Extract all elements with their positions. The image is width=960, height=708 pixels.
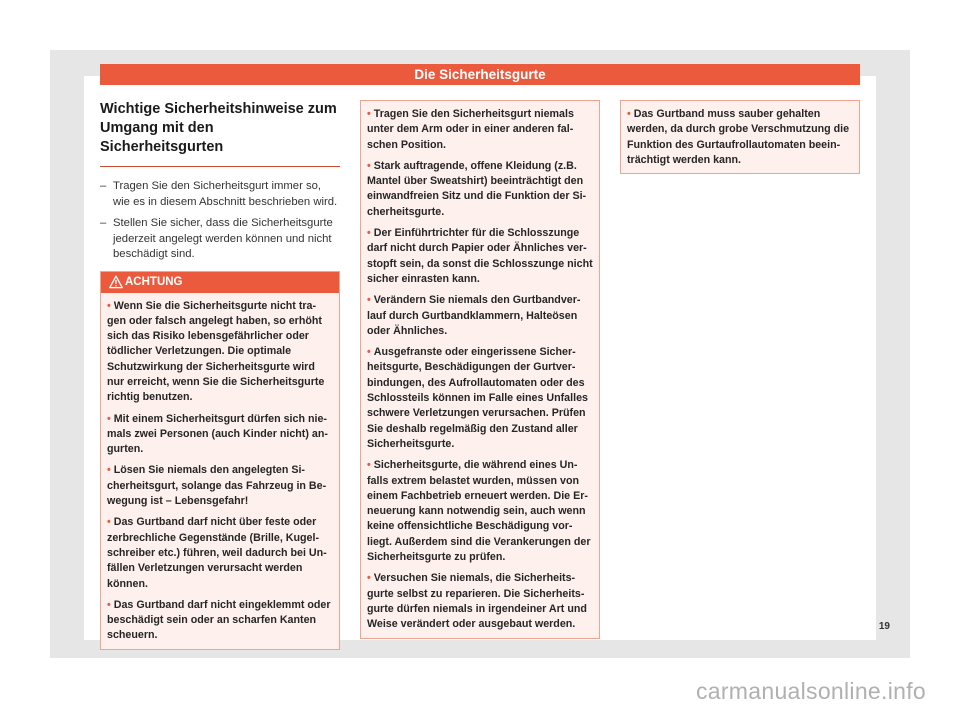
warning-box-continued (620, 100, 860, 174)
watermark: carmanualsonline.info (695, 678, 926, 704)
bullet-dot: • (367, 572, 371, 585)
warning-item (107, 463, 333, 509)
warning-item-text: Stark auftragende, offene Kleidung (z.B. Mantel über Sweatshirt) beeinträchtigt den einwandfreien Sitz und die Funktion der Si-cherheitsgurte. (367, 159, 587, 218)
bullet-dot: • (627, 108, 631, 120)
warning-item-text: Ausgefranste oder eingerissene Sicher-heitsgurte, Beschädigungen der Gurtver-bindungen, des Aufrollautomaten oder des Schlossteils können im Falle eines Unfalles schwere Verletzungen verursachen. Prüfen Sie deshalb regelmäßig den Zustand aller Sicherheitsgurte. (367, 346, 588, 450)
chapter-header: Die Sicherheitsgurte (100, 64, 860, 85)
bullet-dot: • (107, 516, 111, 529)
warning-body (361, 101, 599, 638)
bullet-dot: • (367, 294, 371, 307)
instruction-text: Tragen Sie den Sicherheitsgurt immer so, wie es in diesem Abschnitt beschrieben wird. (113, 180, 338, 208)
warning-item (107, 515, 333, 591)
warning-triangle-icon (109, 275, 123, 289)
warning-item (367, 159, 593, 220)
warning-item-text: Das Gurtband darf nicht über feste oder zerbrechliche Gegenstände (Brille, Kugel-schreiber etc.) führen, weil dadurch bei Un-fällen Verletzungen verursacht werden können. (107, 516, 327, 590)
warning-item (367, 107, 593, 153)
warning-item (367, 293, 593, 339)
warning-item-text: Tragen Sie den Sicherheitsgurt niemals unter dem Arm oder in einer anderen fal-schen Position. (367, 108, 574, 151)
warning-item-text: Das Gurtband muss sauber gehalten werden, da durch grobe Verschmutzung die Funktion des Gurtaufrollautomaten beein-trächtigt werden kann. (627, 108, 850, 166)
instruction-text: Stellen Sie sicher, dass die Sicherheitsgurte jederzeit angelegt werden können und nicht beschädigt sind. (113, 217, 333, 260)
warning-item (107, 299, 333, 406)
instruction-item (100, 179, 340, 210)
section-title-line-1: Wichtige Sicherheitshinweise zum (100, 101, 337, 117)
bullet-dot: • (367, 108, 371, 120)
title-divider (100, 166, 340, 167)
dash-marker: – (100, 180, 107, 192)
column-right (620, 100, 860, 174)
warning-item (367, 458, 593, 565)
warning-item (367, 226, 593, 287)
bullet-dot: • (367, 459, 371, 472)
bullet-dot: • (367, 227, 371, 240)
warning-item (107, 598, 333, 644)
warning-item (367, 571, 593, 632)
warning-body (621, 101, 859, 173)
section-title (100, 100, 340, 157)
warning-box-continued (360, 100, 600, 639)
bullet-dot: • (367, 159, 371, 172)
instruction-item (100, 216, 340, 263)
warning-item-text: Wenn Sie die Sicherheitsgurte nicht tra-gen oder falsch angelegt haben, so erhöht sich das Risiko lebensgefährlicher oder tödlicher Verletzungen. Die optimale Schutzwirkung der Sicherheitsgurte wird nur erreicht, wenn Sie die Sicherheitsgurte richtig benutzen. (107, 299, 325, 404)
warning-item-text: Versuchen Sie niemals, die Sicherheits-gurte selbst zu reparieren. Die Sicherheits-gurte dürfen niemals in irgendeiner Art und Weise verändert oder ausgebaut werden. (367, 572, 587, 631)
warning-label: ACHTUNG (125, 275, 183, 288)
bullet-dot: • (107, 598, 111, 611)
warning-item-text: Lösen Sie niemals den angelegten Si-cherheitsgurt, solange das Fahrzeug in Be-wegung ist – Lebensgefahr! (107, 464, 327, 508)
bullet-dot: • (107, 412, 111, 425)
column-middle (360, 100, 600, 639)
warning-item (107, 412, 333, 458)
bullet-dot: • (107, 299, 111, 312)
warning-item (367, 345, 593, 452)
warning-header (101, 272, 339, 293)
warning-item-text: Der Einführtrichter für die Schlosszunge darf nicht durch Papier oder Ähnliches ver-stopft sein, da sonst die Schlosszunge nicht sicher einrasten kann. (367, 227, 593, 285)
warning-item-text: Mit einem Sicherheitsgurt dürfen sich nie-mals zwei Personen (auch Kinder nicht) an-gurten. (107, 412, 328, 456)
warning-item-text: Sicherheitsgurte, die während eines Un-falls extrem belastet wurden, müssen von einem Fachbetrieb erneuert werden. Die Er-neuerung kann notwendig sein, auch wenn keine offensichtliche Beschädigung vor-liegt. Außerdem sind die Verankerungen der Sicherheitsgurte zu prüfen. (367, 459, 591, 564)
bullet-dot: • (107, 464, 111, 477)
section-title-line-2: Umgang mit den Sicherheitsgurten (100, 120, 224, 155)
warning-body (101, 293, 339, 649)
page-number: 19 (878, 621, 890, 632)
bullet-dot: • (367, 346, 371, 359)
instruction-list (100, 179, 340, 263)
warning-item-text: Das Gurtband darf nicht eingeklemmt oder beschädigt sein oder an scharfen Kanten scheuern. (107, 598, 331, 642)
warning-box (100, 271, 340, 650)
dash-marker: – (100, 217, 107, 229)
column-left (100, 100, 340, 650)
warning-item (627, 107, 853, 168)
warning-item-text: Verändern Sie niemals den Gurtbandver-lauf durch Gurtbandklammern, Halteösen oder Ähnliches. (367, 294, 581, 337)
